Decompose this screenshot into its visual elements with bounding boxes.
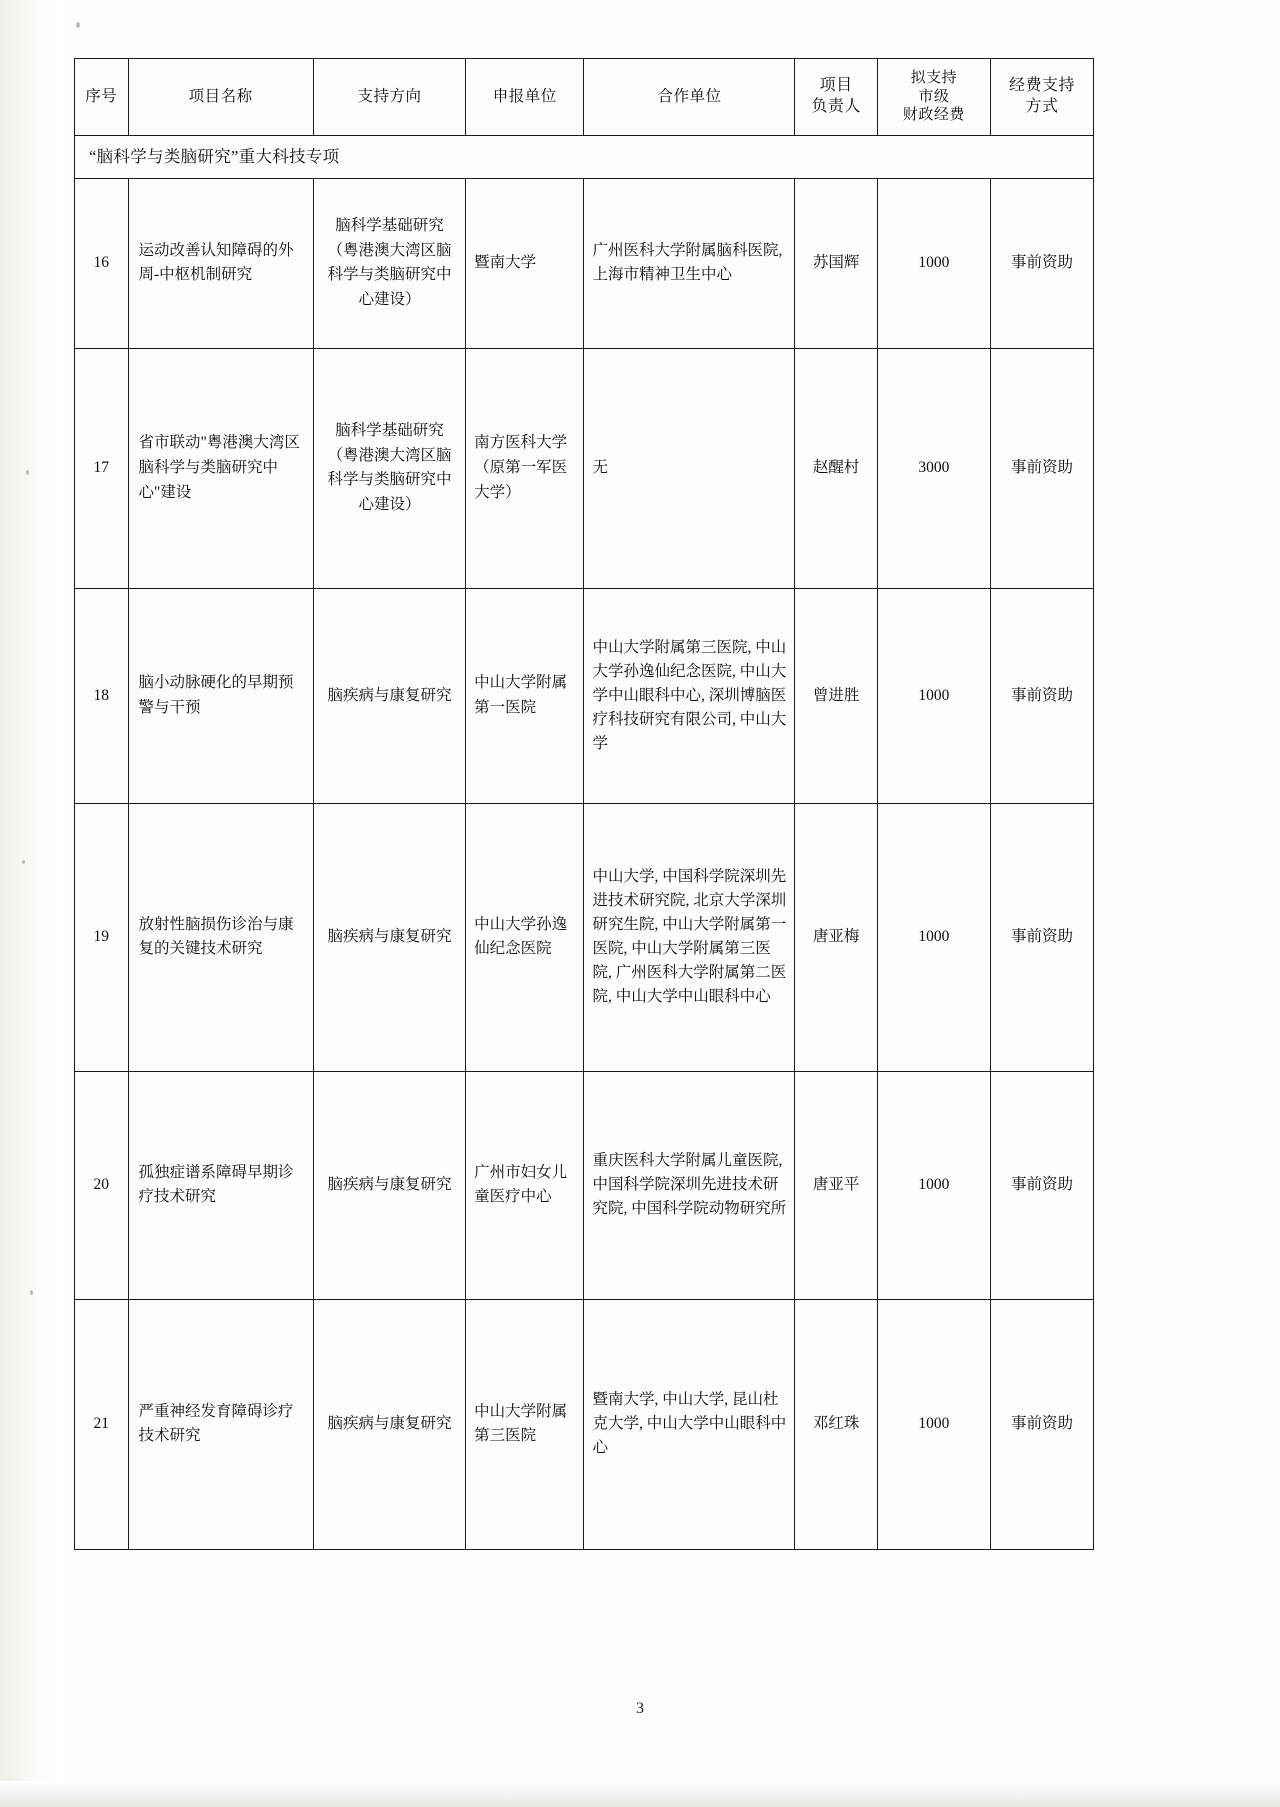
cell-seq: 16 [75, 178, 129, 348]
cell-cooperation-unit: 广州医科大学附属脑科医院, 上海市精神卫生中心 [584, 178, 795, 348]
column-header-support-mode-line1: 经费支持 [1009, 77, 1076, 95]
cell-seq: 18 [75, 588, 129, 803]
cell-applicant-unit: 中山大学孙逸仙纪念医院 [466, 803, 584, 1071]
cell-support-direction: 脑科学基础研究（粤港澳大湾区脑科学与类脑研究中心建设） [313, 178, 465, 348]
column-header-funding-line1: 拟支持 [910, 69, 958, 86]
cell-applicant-unit: 暨南大学 [466, 178, 584, 348]
table-row [75, 348, 1094, 588]
cell-project-name: 省市联动"粤港澳大湾区脑科学与类脑研究中心"建设 [128, 348, 313, 588]
cell-funding: 3000 [877, 348, 990, 588]
column-header-project-name: 项目名称 [128, 59, 313, 136]
cell-funding: 1000 [877, 178, 990, 348]
column-header-cooperation-unit: 合作单位 [584, 59, 795, 136]
cell-support-direction: 脑疾病与康复研究 [313, 1299, 465, 1549]
section-title: “脑科学与类脑研究”重大科技专项 [75, 136, 1094, 179]
table-row [75, 178, 1094, 348]
cell-funding: 1000 [877, 1299, 990, 1549]
table-header-row [75, 59, 1094, 136]
cell-cooperation-unit: 重庆医科大学附属儿童医院, 中国科学院深圳先进技术研究院, 中国科学院动物研究所 [584, 1071, 795, 1299]
cell-support-direction: 脑科学基础研究（粤港澳大湾区脑科学与类脑研究中心建设） [313, 348, 465, 588]
column-header-seq: 序号 [75, 59, 129, 136]
column-header-applicant-unit: 申报单位 [466, 59, 584, 136]
table-row [75, 1071, 1094, 1299]
cell-project-leader: 唐亚平 [795, 1071, 877, 1299]
cell-applicant-unit: 中山大学附属第一医院 [466, 588, 584, 803]
cell-funding: 1000 [877, 588, 990, 803]
column-header-project-leader-line1: 项目 [819, 77, 853, 95]
cell-support-mode: 事前资助 [991, 588, 1094, 803]
column-header-support-mode [991, 59, 1094, 136]
project-list-table [74, 58, 1094, 1550]
cell-project-leader: 唐亚梅 [795, 803, 877, 1071]
scan-speck [30, 1290, 33, 1295]
cell-applicant-unit: 中山大学附属第三医院 [466, 1299, 584, 1549]
column-header-project-leader [795, 59, 877, 136]
cell-project-leader: 邓红珠 [795, 1299, 877, 1549]
scan-edge-shading-bottom [0, 1781, 1280, 1807]
scan-speck [22, 860, 25, 864]
cell-applicant-unit: 南方医科大学（原第一军医大学） [466, 348, 584, 588]
table-header [75, 59, 1094, 136]
cell-support-mode: 事前资助 [991, 178, 1094, 348]
cell-support-direction: 脑疾病与康复研究 [313, 803, 465, 1071]
table-row [75, 588, 1094, 803]
cell-cooperation-unit: 中山大学, 中国科学院深圳先进技术研究院, 北京大学深圳研究生院, 中山大学附属第一医院, 中山大学附属第三医院, 广州医科大学附属第二医院, 中山大学中山眼科中心 [584, 803, 795, 1071]
cell-project-name: 脑小动脉硬化的早期预警与干预 [128, 588, 313, 803]
section-title-row [75, 136, 1094, 179]
cell-support-mode: 事前资助 [991, 348, 1094, 588]
cell-project-name: 严重神经发育障碍诊疗技术研究 [128, 1299, 313, 1549]
column-header-funding [877, 59, 990, 136]
cell-seq: 21 [75, 1299, 129, 1549]
scan-edge-shading-left [0, 0, 62, 1807]
column-header-support-mode-line2: 方式 [1025, 98, 1059, 115]
cell-funding: 1000 [877, 803, 990, 1071]
scan-speck [26, 470, 29, 475]
cell-applicant-unit: 广州市妇女儿童医疗中心 [466, 1071, 584, 1299]
cell-support-direction: 脑疾病与康复研究 [313, 1071, 465, 1299]
cell-cooperation-unit: 中山大学附属第三医院, 中山大学孙逸仙纪念医院, 中山大学中山眼科中心, 深圳博脑医疗科技研究有限公司, 中山大学 [584, 588, 795, 803]
cell-seq: 20 [75, 1071, 129, 1299]
table-body [75, 136, 1094, 1550]
cell-project-leader: 曾进胜 [795, 588, 877, 803]
cell-seq: 19 [75, 803, 129, 1071]
column-header-support-direction: 支持方向 [313, 59, 465, 136]
page-number: 3 [636, 1700, 644, 1717]
cell-seq: 17 [75, 348, 129, 588]
table-row [75, 803, 1094, 1071]
cell-support-mode: 事前资助 [991, 1299, 1094, 1549]
cell-project-name: 运动改善认知障碍的外周-中枢机制研究 [128, 178, 313, 348]
cell-support-direction: 脑疾病与康复研究 [313, 588, 465, 803]
cell-funding: 1000 [877, 1071, 990, 1299]
table-row [75, 1299, 1094, 1549]
cell-project-leader: 赵醒村 [795, 348, 877, 588]
column-header-funding-line3: 财政经费 [902, 107, 965, 124]
scan-speck [76, 22, 80, 28]
cell-support-mode: 事前资助 [991, 803, 1094, 1071]
cell-support-mode: 事前资助 [991, 1071, 1094, 1299]
cell-project-leader: 苏国辉 [795, 178, 877, 348]
cell-project-name: 放射性脑损伤诊治与康复的关键技术研究 [128, 803, 313, 1071]
column-header-funding-line2: 市级 [918, 88, 950, 105]
cell-project-name: 孤独症谱系障碍早期诊疗技术研究 [128, 1071, 313, 1299]
cell-cooperation-unit: 无 [584, 348, 795, 588]
cell-cooperation-unit: 暨南大学, 中山大学, 昆山杜克大学, 中山大学中山眼科中心 [584, 1299, 795, 1549]
column-header-project-leader-line2: 负责人 [811, 98, 861, 115]
